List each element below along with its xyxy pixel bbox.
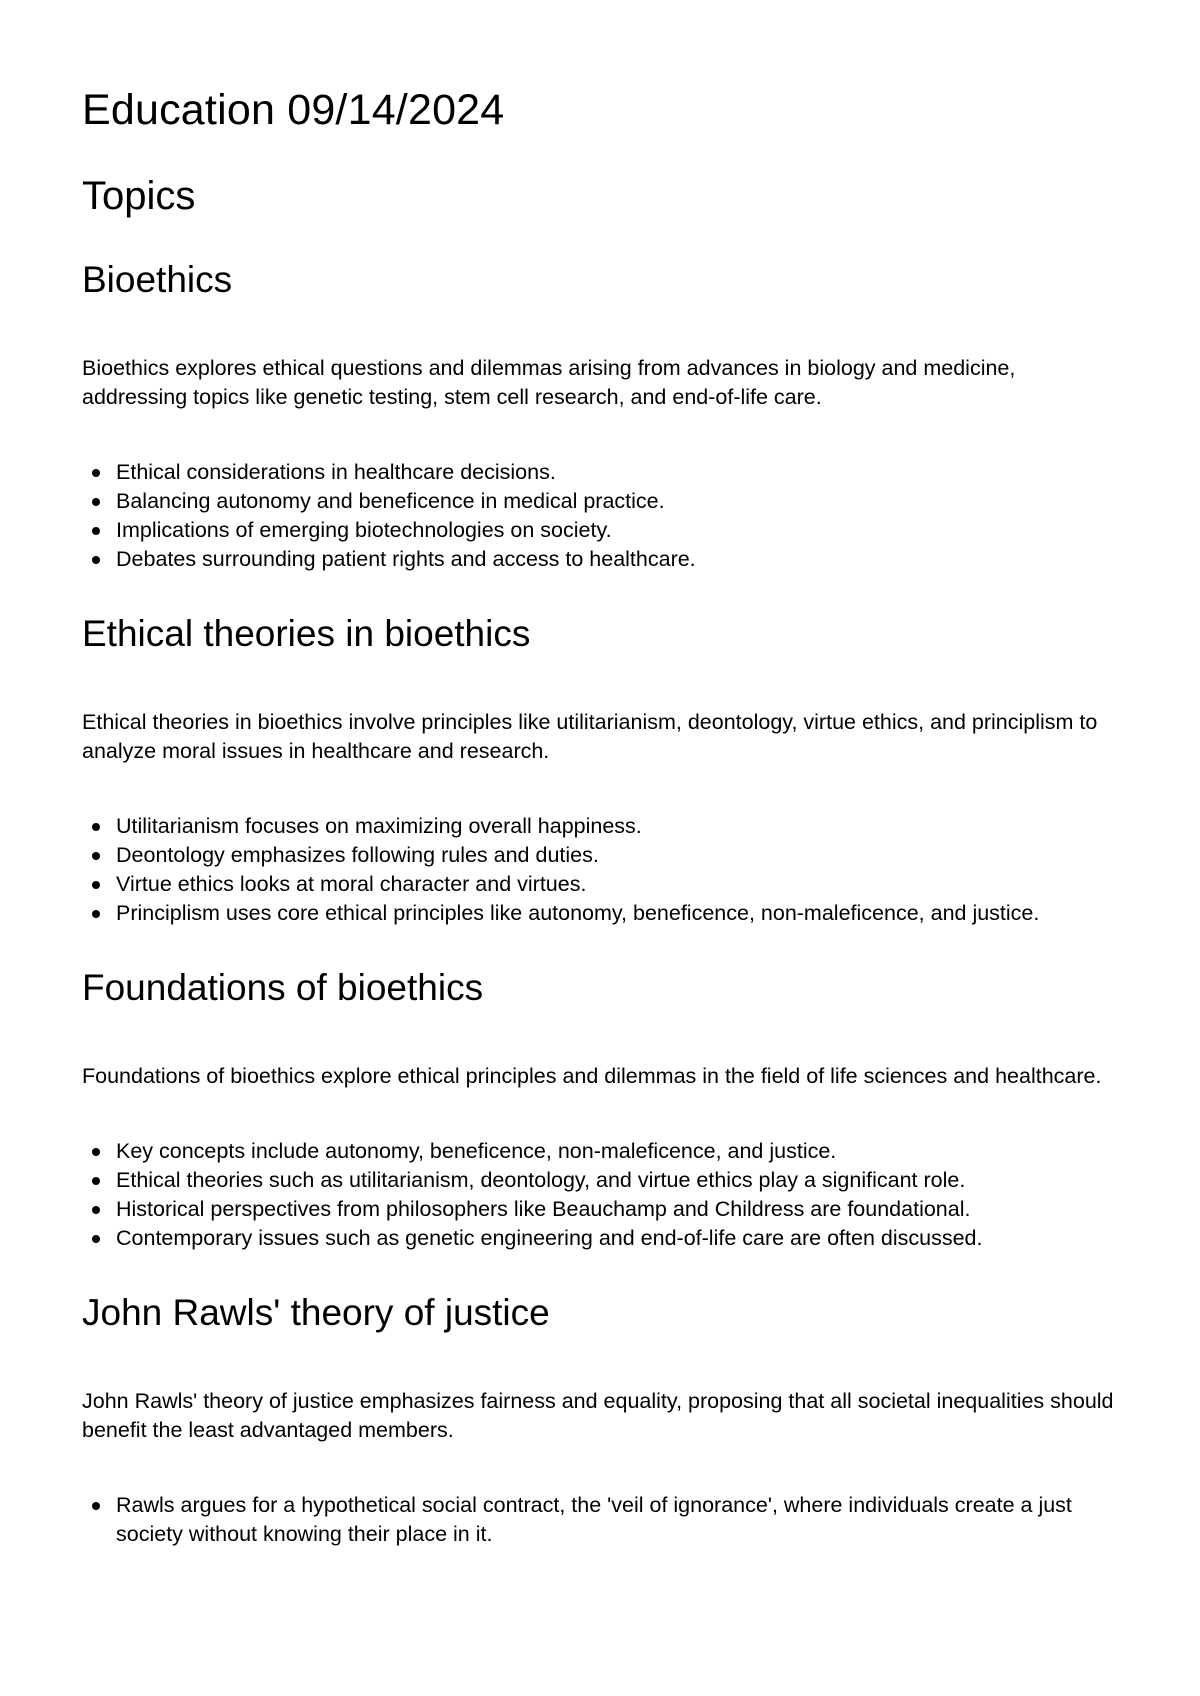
section-heading: Foundations of bioethics	[82, 967, 484, 1008]
bullet-icon	[92, 1148, 100, 1156]
list-item: Key concepts include autonomy, beneficence, non-maleficence, and justice.	[116, 1137, 1120, 1166]
section-ethical-theories	[82, 610, 1120, 928]
list-item: Implications of emerging biotechnologies on society.	[116, 516, 1120, 545]
bullet-icon	[92, 1502, 100, 1510]
section-foundations	[82, 964, 1120, 1253]
bullet-icon	[92, 1235, 100, 1243]
list-item: Deontology emphasizes following rules and duties.	[116, 841, 1120, 870]
bullet-list	[82, 458, 1120, 574]
list-item: Debates surrounding patient rights and access to healthcare.	[116, 545, 1120, 574]
section-heading: Bioethics	[82, 259, 233, 300]
bullet-icon	[92, 881, 100, 889]
bullet-list	[82, 1137, 1120, 1253]
list-item: Virtue ethics looks at moral character and virtues.	[116, 870, 1120, 899]
bullet-icon	[92, 498, 100, 506]
section-rawls-justice	[82, 1289, 1120, 1549]
bullet-icon	[92, 1206, 100, 1214]
bullet-icon	[92, 823, 100, 831]
section-paragraph: John Rawls' theory of justice emphasizes fairness and equality, proposing that all societal inequalities should benefit the least advantaged members.	[82, 1389, 1114, 1442]
list-item: Ethical considerations in healthcare decisions.	[116, 458, 1120, 487]
bullet-icon	[92, 556, 100, 564]
list-item: Principlism uses core ethical principles like autonomy, beneficence, non-maleficence, and justice.	[116, 899, 1120, 928]
bullet-icon	[92, 910, 100, 918]
list-item: Balancing autonomy and beneficence in medical practice.	[116, 487, 1120, 516]
topics-heading: Topics	[82, 174, 196, 218]
list-item: Ethical theories such as utilitarianism, deontology, and virtue ethics play a significant role.	[116, 1166, 1120, 1195]
section-paragraph: Bioethics explores ethical questions and dilemmas arising from advances in biology and medicine, addressing topics like genetic testing, stem cell research, and end-of-life care.	[82, 356, 1016, 409]
bullet-list	[82, 812, 1120, 928]
bullet-icon	[92, 469, 100, 477]
list-item: Historical perspectives from philosophers like Beauchamp and Childress are foundational.	[116, 1195, 1120, 1224]
list-item: Rawls argues for a hypothetical social contract, the 'veil of ignorance', where individuals create a just society without knowing their place in it.	[116, 1491, 1120, 1549]
bullet-list	[82, 1491, 1120, 1549]
bullet-icon	[92, 1177, 100, 1185]
section-heading: John Rawls' theory of justice	[82, 1292, 550, 1333]
section-paragraph: Ethical theories in bioethics involve principles like utilitarianism, deontology, virtue ethics, and principlism to analyze moral issues in healthcare and research.	[82, 710, 1098, 763]
section-heading: Ethical theories in bioethics	[82, 613, 531, 654]
section-bioethics	[82, 256, 1120, 574]
section-paragraph: Foundations of bioethics explore ethical principles and dilemmas in the field of life sciences and healthcare.	[82, 1064, 1102, 1088]
bullet-icon	[92, 527, 100, 535]
bullet-icon	[92, 852, 100, 860]
list-item: Contemporary issues such as genetic engineering and end-of-life care are often discussed.	[116, 1224, 1120, 1253]
document-title: Education 09/14/2024	[82, 86, 505, 134]
list-item: Utilitarianism focuses on maximizing overall happiness.	[116, 812, 1120, 841]
